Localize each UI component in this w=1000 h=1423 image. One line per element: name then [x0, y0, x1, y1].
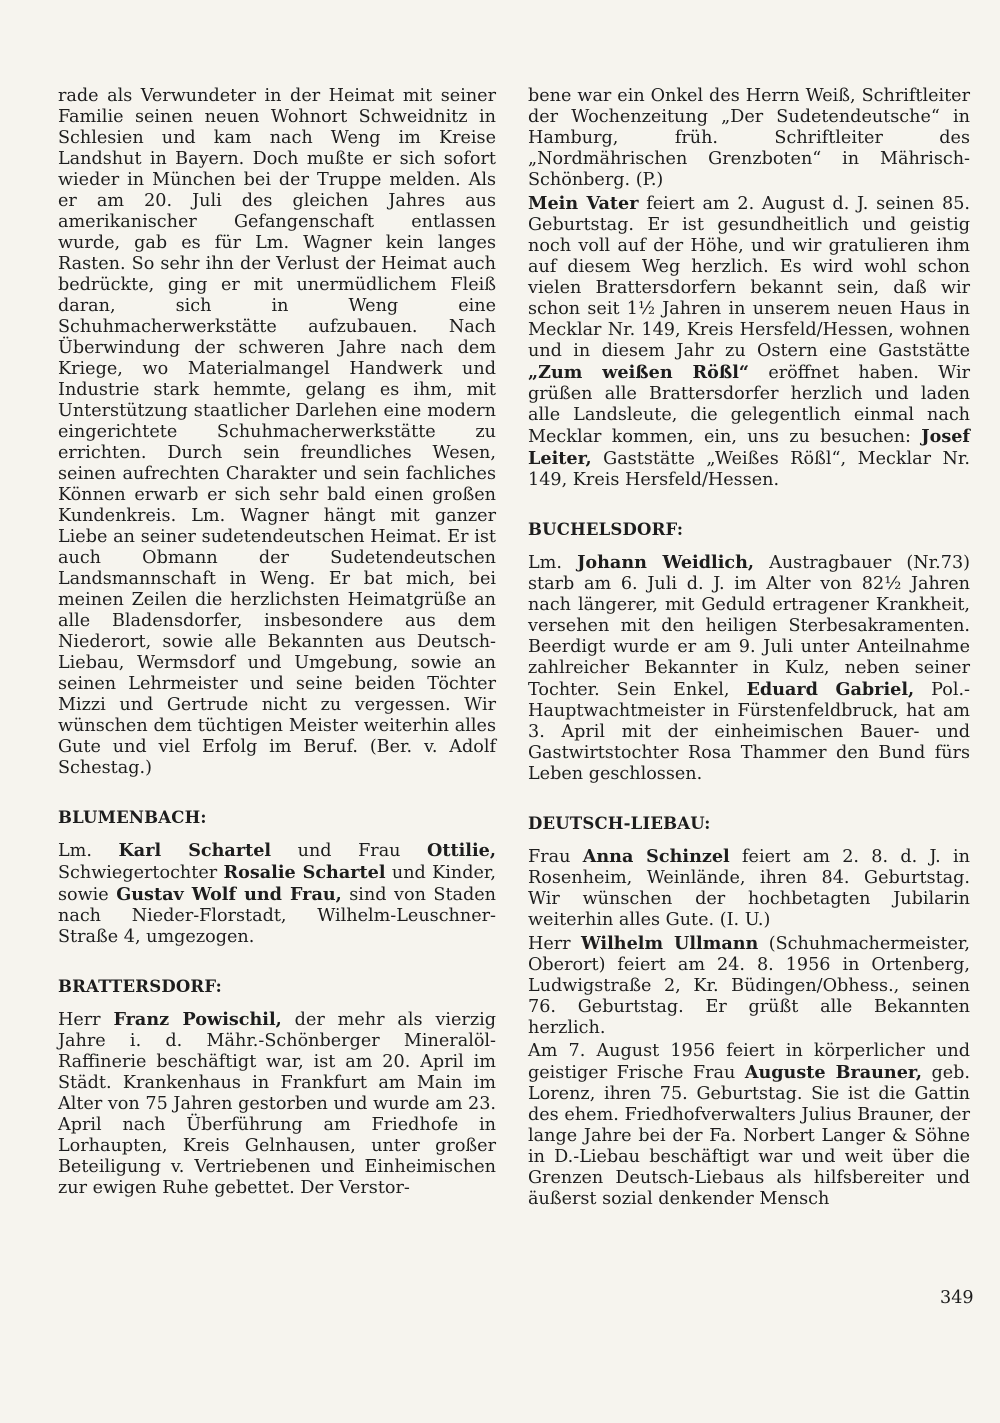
section-heading-brattersdorf: BRATTERSDORF: [58, 977, 222, 996]
ullmann-paragraph: Herr Wilhelm Ullmann (Schuhmachermeister, Oberort) feiert am 24. 8. 1956 in Ortenberg, Ludwigstraße 2, Kr. Büdingen/Obhess., seinen 76. Geburtstag. Er grüßt alle Bekannten herzlich. [528, 933, 970, 1038]
brauner-paragraph: Am 7. August 1956 feiert in körperlicher und geistiger Frische Frau Auguste Brauner, geb. Lorenz, ihren 75. Geburtstag. Sie ist die Gattin des ehem. Friedhofverwalters Julius Brauner, der lange Jahre bei der Fa. Norbert Langer & Söhne in D.-Liebau beschäftigt war und weit über die Grenzen Deutsch-Liebaus als hilfsbereiter und äußerst sozial denkender Mensch [528, 1041, 970, 1209]
schinzel-paragraph: Frau Anna Schinzel feiert am 2. 8. d. J. in Rosenheim, Weinlände, ihren 84. Geburtstag. Wir wünschen der hochbetagten Jubilarin weiterhin alles Gute. (I. U.) [528, 846, 971, 930]
buchelsdorf-paragraph: Lm. Johann Weidlich, Austragbauer (Nr.73) starb am 6. Juli d. J. im Alter von 82½ Jahren nach längerer, mit Geduld ertragener Krankheit, versehen mit den heiligen Sterbesakramenten. Beerdigt wurde er am 9. Juli unter Anteilnahme zahlreicher Bekannter in Kulz, neben seiner Tochter. Sein Enkel, Eduard Gabriel, Pol.-Hauptwachtmeister in Fürstenfeldbruck, hat am 3. April mit der einheimischen Bauer- und Gastwirtstochter Rosa Thammer den Bund fürs Leben geschlossen. [528, 552, 970, 784]
page-number: 349 [940, 1288, 974, 1308]
section-heading-deutsch-liebau: DEUTSCH-LIEBAU: [528, 814, 711, 833]
powischil-continuation: bene war ein Onkel des Herrn Weiß, Schriftleiter der Wochenzeitung „Der Sudetendeutsche“ in Hamburg, früh. Schriftleiter des „Nordmährischen Grenzboten“ in Mährisch-Schönberg. (P.) [528, 86, 970, 190]
mein-vater-paragraph: Mein Vater feiert am 2. August d. J. seinen 85. Geburtstag. Er ist gesundheitlich und geistig noch voll auf der Höhe, und wir gratulieren ihm auf diesem Weg herzlich. Es wird wohl schon vielen Brattersdorfern bekannt sein, daß wir schon seit 1½ Jahren in unserem neuen Haus in Mecklar Nr. 149, Kreis Hersfeld/Hessen, wohnen und in diesem Jahr zu Ostern eine Gaststätte „Zum weißen Rößl“ eröffnet haben. Wir grüßen alle Brattersdorfer herzlich und laden alle Landsleute, die gelegentlich einmal nach Mecklar kommen, ein, uns zu besuchen: Josef Leiter, Gaststätte „Weißes Rößl“, Mecklar Nr. 149, Kreis Hersfeld/Hessen. [528, 193, 970, 490]
section-heading-buchelsdorf: BUCHELSDORF: [528, 520, 684, 539]
blumenbach-paragraph: Lm. Karl Schartel und Frau Ottilie, Schwiegertochter Rosalie Schartel und Kinder, sowie Gustav Wolf und Frau, sind von Staden nach Nieder-Florstadt, Wilhelm-Leuschner-Straße 4, umgezogen. [58, 840, 497, 947]
left-column [58, 86, 496, 1199]
wagner-article-continuation: rade als Verwundeter in der Heimat mit seiner Familie seinen neuen Wohnort Schweidnitz in Schlesien und kam nach Weng im Kreise Landshut in Bayern. Doch mußte er sich sofort wieder in München bei der Truppe melden. Als er am 20. Juli des gleichen Jahres aus amerikanischer Gefangenschaft entlassen wurde, gab es für Lm. Wagner kein langes Rasten. So sehr ihn der Verlust der Heimat auch bedrückte, ging er mit unermüdlichem Fleiß daran, sich in Weng eine Schuhmacherwerkstätte aufzubauen. Nach Überwindung der schweren Jahre nach dem Kriege, wo Materialmangel Handwerk und Industrie stark hemmte, gelang es ihm, mit Unterstützung staatlicher Darlehen eine modern eingerichtete Schuhmacherwerkstätte zu errichten. Durch sein freundliches Wesen, seinen aufrechten Charakter und sein fachliches Können erwarb er sich sehr bald einen großen Kundenkreis. Lm. Wagner hängt mit ganzer Liebe an seiner sudetendeutschen Heimat. Er ist auch Obmann der Sudetendeutschen Landsmannschaft in Weng. Er bat mich, bei meinen Zeilen die herzlichsten Heimatgrüße an alle Bladensdorfer, insbesondere aus dem Niederort, sowie alle Bekannten aus Deutsch-Liebau, Wermsdorf und Umgebung, sowie an seinen Lehrmeister und seine beiden Töchter Mizzi und Gertrude nicht zu vergessen. Wir wünschen dem tüchtigen Meister weiterhin alles Gute und viel Erfolg im Beruf. (Ber. v. Adolf Schestag.) [58, 86, 496, 778]
section-heading-blumenbach: BLUMENBACH: [58, 808, 207, 827]
right-column [528, 86, 970, 1210]
brattersdorf-paragraph: Herr Franz Powischil, der mehr als vierzig Jahre i. d. Mähr.-Schönberger Mineralöl-Raffinerie beschäftigt war, ist am 20. April im Städt. Krankenhaus in Frankfurt am Main im Alter von 75 Jahren gestorben und wurde am 23. April nach Überführung am Friedhofe in Lorhaupten, Kreis Gelnhausen, unter großer Beteiligung v. Vertriebenen und Einheimischen zur ewigen Ruhe gebettet. Der Verstor- [58, 1009, 497, 1198]
